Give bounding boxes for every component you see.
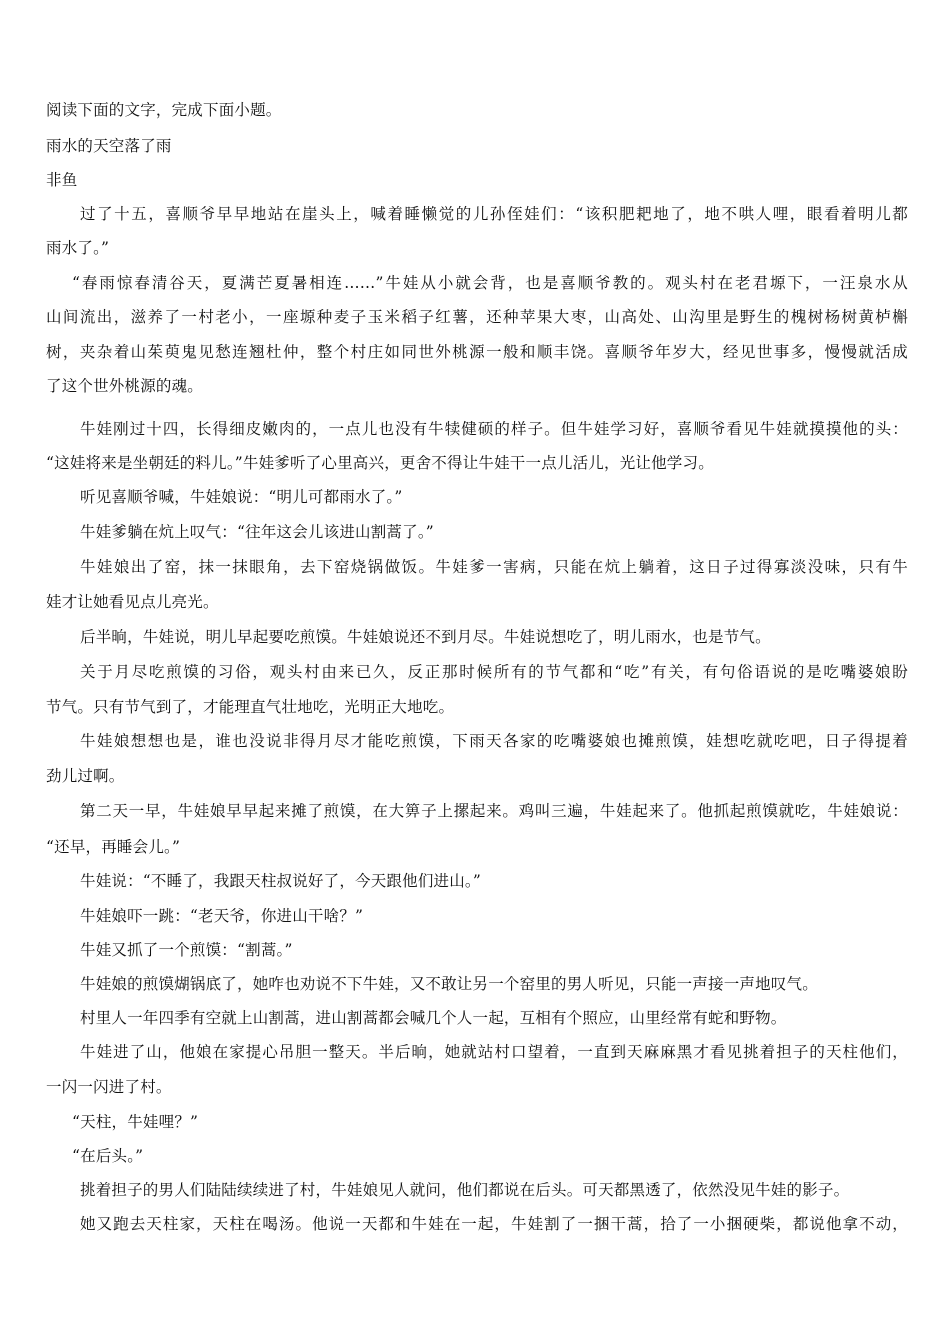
paragraph-line: 过了十五，喜顺爷早早地站在崖头上，喊着睡懒觉的儿孙侄娃们：“该积肥耙地了，地不哄人哩，眼看着明儿都 [80,205,908,223]
paragraph-line: 牛娃娘想想也是，谁也没说非得月尽才能吃煎馍，下雨天各家的吃嘴婆娘也摊煎馍，娃想吃就吃吧，日子得提着 [80,732,908,750]
paragraph-line: 了这个世外桃源的魂。 [46,377,204,395]
paragraph-line: 雨水了。” [46,239,110,257]
article-title: 雨水的天空落了雨 [46,137,172,155]
paragraph-line: 后半晌，牛娃说，明儿早起要吃煎馍。牛娃娘说还不到月尽。牛娃说想吃了，明儿雨水，也是节气。 [80,628,771,646]
paragraph-line: “这娃将来是坐朝廷的料儿。”牛娃爹听了心里高兴，更舍不得让牛娃干一点儿活儿，光让他学习。 [46,454,714,472]
paragraph-line: 娃才让她看见点儿亮光。 [46,593,219,611]
paragraph-line: 村里人一年四季有空就上山割蒿，进山割蒿都会喊几个人一起，互相有个照应，山里经常有蛇和野物。 [80,1009,787,1027]
paragraph-line: 挑着担子的男人们陆陆续续进了村，牛娃娘见人就问，他们都说在后头。可天都黑透了，依然没见牛娃的影子。 [80,1181,850,1199]
paragraph-line: 牛娃娘出了窑，抹一抹眼角，去下窑烧锅做饭。牛娃爹一害病，只能在炕上躺着，这日子过得寡淡没味，只有牛 [80,558,908,576]
paragraph-line: 她又跑去天柱家，天柱在喝汤。他说一天都和牛娃在一起，牛娃割了一捆干蒿，拾了一小捆硬柴，都说他拿不动， [80,1215,908,1233]
paragraph-line: 山间流出，滋养了一村老小，一座塬种麦子玉米稻子红薯，还种苹果大枣，山高处、山沟里是野生的槐树杨树黄栌槲 [46,308,908,326]
instruction-text: 阅读下面的文字，完成下面小题。 [46,101,282,119]
paragraph-line: “在后头。” [72,1147,144,1165]
article-author: 非鱼 [46,171,78,189]
paragraph-line: 一闪一闪进了村。 [46,1078,172,1096]
paragraph-line: 牛娃娘的煎馍煳锅底了，她咋也劝说不下牛娃，又不敢让另一个窑里的男人听见，只能一声接一声地叹气。 [80,975,818,993]
paragraph-line: 听见喜顺爷喊，牛娃娘说：“明儿可都雨水了。” [80,488,403,506]
paragraph-line: 劲儿过啊。 [46,767,125,785]
paragraph-line: 牛娃进了山，他娘在家提心吊胆一整天。半后晌，她就站村口望着，一直到天麻麻黑才看见挑着担子的天柱他们， [80,1043,908,1061]
paragraph-line: “春雨惊春清谷天，夏满芒夏暑相连……”牛娃从小就会背，也是喜顺爷教的。观头村在老君塬下，一汪泉水从 [72,274,908,292]
paragraph-line: 牛娃说：“不睡了，我跟天柱叔说好了，今天跟他们进山。” [80,872,481,890]
paragraph-line: 树，夹杂着山茱萸鬼见愁连翘杜仲，整个村庄如同世外桃源一般和顺丰饶。喜顺爷年岁大，经见世事多，慢慢就活成 [46,343,908,361]
paragraph-line: 关于月尽吃煎馍的习俗，观头村由来已久，反正那时候所有的节气都和“吃”有关，有句俗语说的是吃嘴婆娘盼 [80,663,908,681]
paragraph-line: 牛娃爹躺在炕上叹气：“往年这会儿该进山割蒿了。” [80,523,434,541]
paragraph-line: “天柱，牛娃哩？” [72,1113,199,1131]
paragraph-line: 牛娃又抓了一个煎馍：“割蒿。” [80,941,293,959]
paragraph-line: 第二天一早，牛娃娘早早起来摊了煎馍，在大箅子上摞起来。鸡叫三遍，牛娃起来了。他抓起煎馍就吃，牛娃娘说： [80,802,908,820]
paragraph-line: “还早，再睡会儿。” [46,838,181,856]
paragraph-line: 牛娃刚过十四，长得细皮嫩肉的，一点儿也没有牛犊健硕的样子。但牛娃学习好，喜顺爷看见牛娃就摸摸他的头： [80,420,908,438]
paragraph-line: 节气。只有节气到了，才能理直气壮地吃，光明正大地吃。 [46,698,455,716]
paragraph-line: 牛娃娘吓一跳：“老天爷，你进山干啥？” [80,907,364,925]
